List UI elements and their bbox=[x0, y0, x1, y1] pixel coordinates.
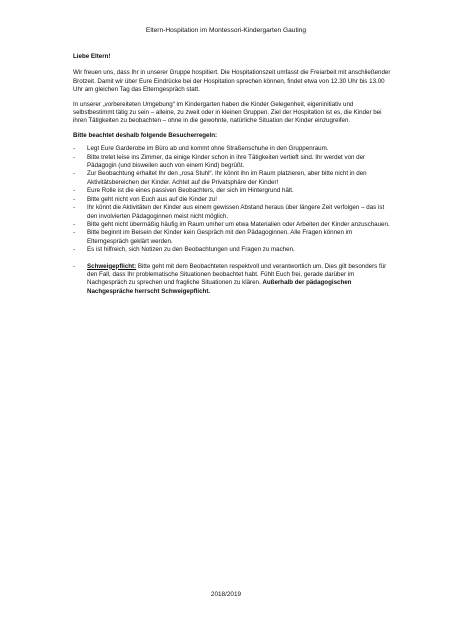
rule-item bbox=[73, 229, 391, 246]
confidentiality-text: Bitte geht mit dem Beobachteten respektvoll und verantwortlich um. Dies gilt besonders für den Fall, dass Ihr problematische Situationen beobachtet habt. Fühlt Euch frei, gerade darüber im Nachgespräch zu sprechen und fragliche Situationen zu klären. bbox=[87, 262, 387, 287]
confidentiality-label: Schweigepflicht: bbox=[87, 262, 137, 270]
intro-paragraph: Wir freuen uns, dass Ihr in unserer Gruppe hospitiert. Die Hospitationszeit umfasst die Freiarbeit mit anschließender Brotzeit. Damit wir über Eure Eindrücke bei der Hospitation sprechen können, findet etwa von 12.30 Uhr bis 13.00 Uhr am gleichen Tag das Elterngespräch statt. bbox=[73, 69, 391, 94]
rule-text: Es ist hilfreich, sich Notizen zu den Beobachtungen und Fragen zu machen. bbox=[87, 246, 295, 254]
bullet-dash: - bbox=[73, 204, 76, 212]
rule-item bbox=[73, 170, 391, 187]
rule-item bbox=[73, 196, 391, 204]
rule-item bbox=[73, 221, 391, 229]
rule-text: Bitte geht nicht übermäßig häufig im Raum umher um etwa Materialien oder Arbeiten der Kinder anzuschauen. bbox=[87, 220, 390, 228]
bullet-dash: - bbox=[73, 145, 76, 153]
rule-item bbox=[73, 246, 391, 254]
bullet-dash: - bbox=[73, 153, 76, 161]
confidentiality-closing: Außerhalb der pädagogischen Nachgespräche herrscht Schweigepflicht. bbox=[87, 279, 352, 295]
rule-text: Ihr könnt die Aktivitäten der Kinder aus einem gewissen Abstand heraus über längere Zeit verfolgen – das ist den involvierten Pädagoginnen meist nicht möglich. bbox=[87, 204, 385, 220]
rule-text: Bitte tretet leise ins Zimmer, da einige Kinder schon in ihre Tätigkeiten vertieft sind. Ihr werdet von der Pädagogin (und bisweilen auch von einem Kind) begrüßt. bbox=[87, 153, 366, 170]
rule-text: Legt Eure Garderobe im Büro ab und kommt ohne Straßenschuhe in den Gruppenraum. bbox=[87, 145, 329, 153]
rule-item bbox=[73, 145, 391, 153]
bullet-dash: - bbox=[73, 170, 76, 178]
rule-text: Bitte beginnt im Beisein der Kinder kein Gespräch mit den Pädagoginnen. Alle Fragen können im Elterngespräch geklärt werden. bbox=[87, 229, 353, 245]
bullet-dash: - bbox=[73, 229, 76, 237]
greeting: Liebe Eltern! bbox=[73, 53, 111, 60]
bullet-dash: - bbox=[73, 187, 76, 195]
rule-text: Zur Beobachtung erhaltet Ihr den „rosa Stuhl“. Ihr könnt ihn im Raum platzieren, aber bitte nicht in den Aktivitätsbereichen der Kinder. Achtet auf die Privatsphäre der Kinder! bbox=[87, 170, 367, 186]
confidentiality-note bbox=[73, 263, 391, 297]
document-body bbox=[73, 53, 391, 296]
bullet-dash: - bbox=[73, 246, 76, 254]
bullet-dash: - bbox=[73, 262, 76, 270]
footer-year: 2018/2019 bbox=[210, 591, 242, 598]
rule-text: Eure Rolle ist die eines passiven Beobachters, der sich im Hintergrund hält. bbox=[87, 187, 294, 195]
rule-item bbox=[73, 187, 391, 195]
rule-item bbox=[73, 204, 391, 221]
bullet-dash: - bbox=[73, 195, 76, 203]
rule-text: Bitte geht nicht von Euch aus auf die Kinder zu! bbox=[87, 195, 218, 203]
page-header-title: Eltern-Hospitation im Montessori-Kindergarten Gauting bbox=[145, 27, 307, 34]
bullet-dash: - bbox=[73, 220, 76, 228]
rules-list bbox=[73, 145, 391, 254]
rules-heading: Bitte beachtet deshalb folgende Besucherregeln: bbox=[73, 131, 218, 139]
environment-paragraph: In unserer „vorbereiteten Umgebung“ im Kindergarten haben die Kinder Gelegenheit, eigeninitiativ und selbstbestimmt tätig zu sein – alleine, zu zweit oder in kleinen Gruppen. Ziel der Hospitation ist es, die Kinder bei ihren Tätigkeiten zu beobachten – ohne in die gewohnte, natürliche Situation der Kinder einzugreifen. bbox=[73, 100, 382, 125]
rule-item bbox=[73, 154, 391, 171]
